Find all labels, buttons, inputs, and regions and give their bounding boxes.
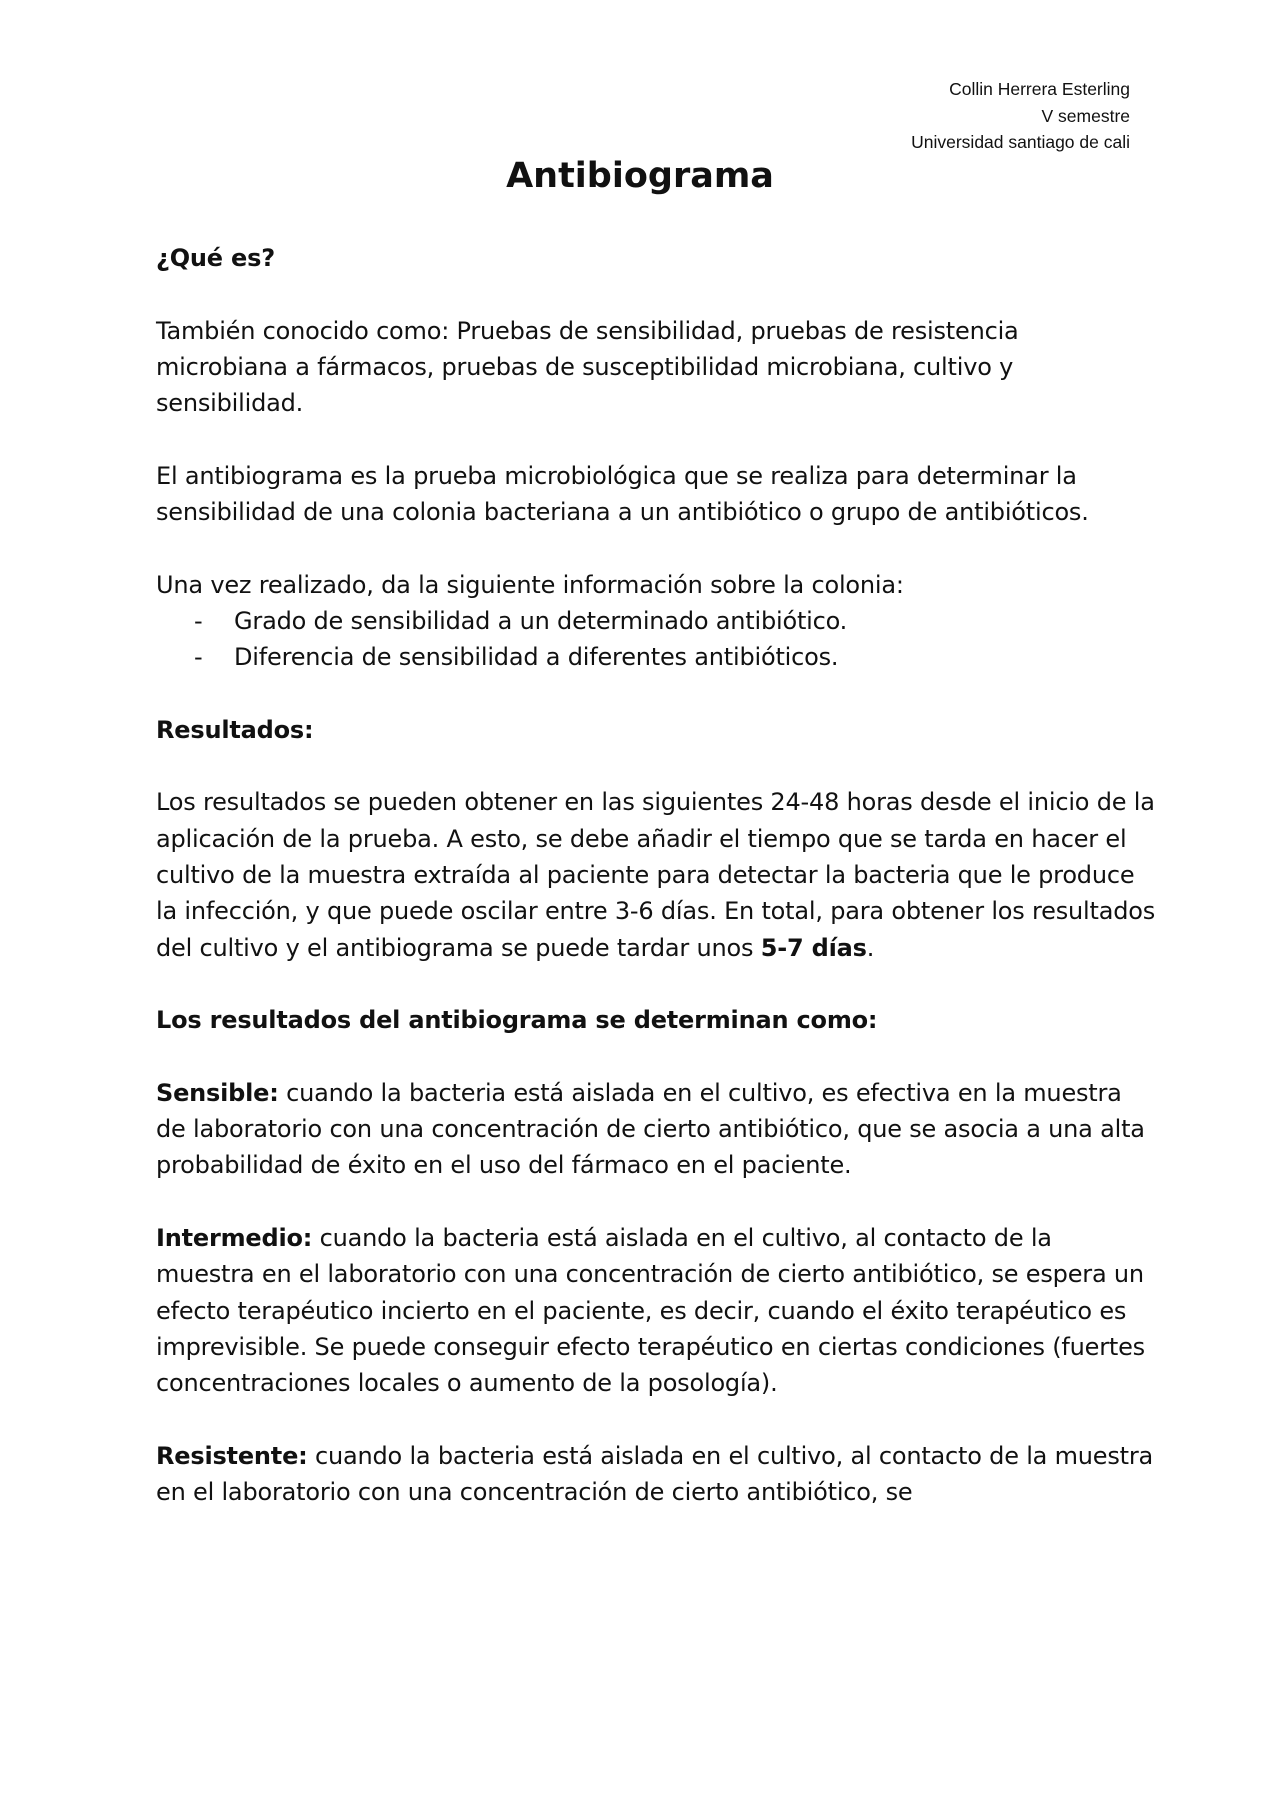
resultados-end: . (866, 933, 875, 962)
author-semester: V semestre (1041, 105, 1130, 126)
author-block (911, 76, 1130, 156)
list-item (156, 639, 1156, 675)
bullet-dash: - (194, 606, 203, 635)
intermedio-text: cuando la bacteria está aislada en el cultivo, al contacto de la muestra en el laboratorio con una concentración de cierto antibiótico, se espera un efecto terapéutico incierto en el paciente, es decir, cuando el éxito terapéutico es imprevisible. Se puede conseguir efecto terapéutico en ciertas condiciones (fuertes concentraciones locales o aumento de la posología). (156, 1224, 1145, 1398)
info-list (156, 603, 1156, 676)
section-heading-que-es: ¿Qué es? (156, 244, 275, 272)
resultados-days-bold: 5-7 días (760, 933, 867, 962)
paragraph-definicion: El antibiograma es la prueba microbiológica que se realiza para determinar la sensibilidad de una colonia bacteriana a un antibiótico o grupo de antibióticos. (156, 461, 1089, 527)
resistente-text: cuando la bacteria está aislada en el cultivo, al contacto de la muestra en el laboratorio con una concentración de cierto antibiótico, se (156, 1441, 1154, 1507)
section-heading-resultados: Resultados: (156, 715, 314, 744)
author-university: Universidad santiago de cali (911, 132, 1130, 152)
list-item (156, 603, 1156, 639)
paragraph-resultados (156, 784, 1156, 965)
bullet-dash: - (194, 643, 203, 672)
resistente-label: Resistente: (156, 1441, 308, 1470)
sensible-label: Sensible: (156, 1078, 279, 1107)
resultados-text: Los resultados se pueden obtener en las siguientes 24-48 horas desde el inicio de la aplicación de la prueba. A esto, se debe añadir el tiempo que se tarda en hacer el cultivo de la muestra extraída al paciente para detectar la bacteria que le produce la infección, y que puede oscilar entre 3-6 días. En total, para obtener los resultados del cultivo y el antibiograma se puede tardar unos (156, 788, 1156, 962)
document-title: Antibiograma (506, 156, 774, 196)
sensible-text: cuando la bacteria está aislada en el cultivo, es efectiva en la muestra de laboratorio con una concentración de cierto antibiótico, que se asocia a una alta probabilidad de éxito en el uso del fármaco en el paciente. (156, 1078, 1145, 1180)
document-body (156, 240, 1156, 1547)
list-item-text: Diferencia de sensibilidad a diferentes antibióticos. (234, 643, 839, 672)
paragraph-tambien-conocido: También conocido como: Pruebas de sensibilidad, pruebas de resistencia microbiana a fármacos, pruebas de susceptibilidad microbiana, cultivo y sensibilidad. (156, 316, 1019, 418)
author-name: Collin Herrera Esterling (949, 79, 1130, 99)
intermedio-label: Intermedio: (156, 1224, 313, 1253)
paragraph-informacion: Una vez realizado, da la siguiente información sobre la colonia: (156, 570, 904, 599)
paragraph-resistente (156, 1438, 1156, 1511)
paragraph-intermedio (156, 1220, 1156, 1401)
section-heading-determinacion: Los resultados del antibiograma se determinan como: (156, 1006, 878, 1035)
list-item-text: Grado de sensibilidad a un determinado antibiótico. (234, 606, 848, 635)
paragraph-sensible (156, 1075, 1156, 1184)
